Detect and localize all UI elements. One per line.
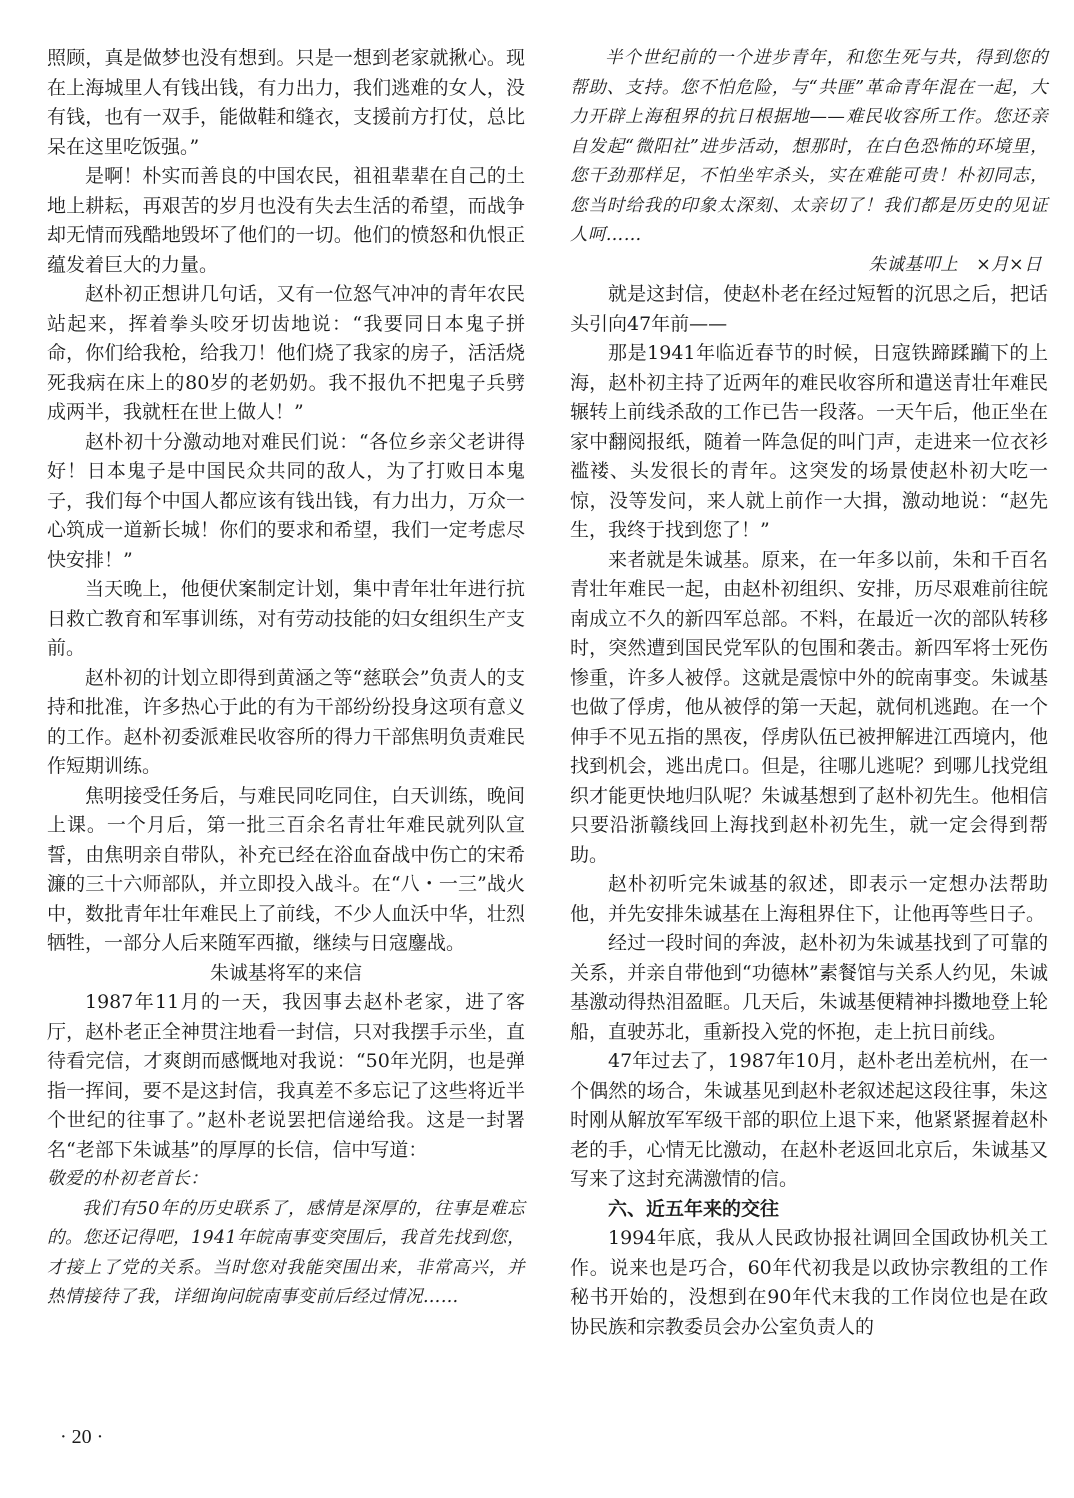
section-heading: 六、近五年来的交往 [608, 1197, 780, 1220]
page-number: · 20 · [60, 1426, 104, 1448]
paragraph: 1994年底，我从人民政协报社调回全国政协机关工作。说来也是巧合，60年代初我是以政协宗教组的工作秘书开始的，没想到在90年代末我的工作岗位也是在政协民族和宗教委员会办公室负责人的 [570, 1227, 1048, 1338]
paragraph: 赵朴初的计划立即得到黄涵之等“慈联会”负责人的支持和批准，许多热心于此的有为干部纷纷投身这项有意义的工作。赵朴初委派难民收容所的得力干部焦明负责难民作短期训练。 [47, 666, 525, 777]
paragraph: 赵朴初听完朱诚基的叙述，即表示一定想办法帮助他，并先安排朱诚基在上海租界住下，让他再等些日子。 [570, 873, 1048, 925]
paragraph: 照顾，真是做梦也没有想到。只是一想到老家就揪心。现在上海城里人有钱出钱，有力出力，我们逃难的女人，没有钱，也有一双手，能做鞋和缝衣，支援前方打仗，总比呆在这里吃饭强。” [47, 47, 525, 158]
letter-body: 我们有50年的历史联系了，感情是深厚的，往事是难忘的。您还记得吧，1941年皖南事变突围后，我首先找到您，才接上了党的关系。当时您对我能突围出来，非常高兴，并热情接待了我，详细询问皖南事变前后经过情况…… [47, 1198, 525, 1307]
right-column [570, 44, 1048, 1342]
paragraph: 赵朴初十分激动地对难民们说：“各位乡亲父老讲得好！日本鬼子是中国民众共同的敌人，为了打败日本鬼子，我们每个中国人都应该有钱出钱，有力出力，万众一心筑成一道新长城！你们的要求和希望，我们一定考虑尽快安排！” [47, 430, 525, 571]
paragraph: 1987年11月的一天，我因事去赵朴老家，进了客厅，赵朴老正全神贯注地看一封信，只对我摆手示坐，直待看完信，才爽朗而感慨地对我说：“50年光阴，也是弹指一挥间，要不是这封信，我真差不多忘记了这些将近半个世纪的往事了。”赵朴老说罢把信递给我。这是一封署名“老部下朱诚基”的厚厚的长信，信中写道： [47, 991, 525, 1161]
paragraph: 赵朴初正想讲几句话，又有一位怒气冲冲的青年农民站起来，挥着拳头咬牙切齿地说：“我要同日本鬼子拼命，你们给我枪，给我刀！他们烧了我家的房子，活活烧死我病在床上的80岁的老奶奶。我不报仇不把鬼子兵劈成两半，我就枉在世上做人！” [47, 283, 525, 423]
paragraph: 就是这封信，使赵朴老在经过短暂的沉思之后，把话头引向47年前—— [570, 283, 1048, 335]
section-heading: 朱诚基将军的来信 [209, 961, 362, 984]
letter-body-continued: 半个世纪前的一个进步青年，和您生死与共，得到您的帮助、支持。您不怕危险，与“共匪”革命青年混在一起，大力开辟上海租界的抗日根据地——难民收容所工作。您还亲自发起“微阳社”进步活动，想那时，在白色恐怖的环境里，您干劲那样足，不怕坐牢杀头，实在难能可贵！朴初同志，您当时给我的印象太深刻、太亲切了！我们都是历史的见证人呵…… [570, 48, 1048, 245]
paragraph: 那是1941年临近春节的时候，日寇铁蹄蹂躏下的上海，赵朴初主持了近两年的难民收容所和遣送青壮年难民辗转上前线杀敌的工作已告一段落。一天午后，他正坐在家中翻阅报纸，随着一阵急促的叫门声，走进来一位衣衫褴褛、头发很长的青年。这突发的场景使赵朴初大吃一惊，没等发问，来人就上前作一大揖，激动地说：“赵先生，我终于找到您了！” [570, 342, 1048, 541]
paragraph: 来者就是朱诚基。原来，在一年多以前，朱和千百名青壮年难民一起，由赵朴初组织、安排，历尽艰难前往皖南成立不久的新四军总部。不料，在最近一次的部队转移时，突然遭到国民党军队的包围和袭击。新四军将士死伤惨重，许多人被俘。这就是震惊中外的皖南事变。朱诚基也做了俘虏，他从被俘的第一天起，就伺机逃跑。在一个伸手不见五指的黑夜，俘虏队伍已被押解进江西境内，他找到机会，逃出虎口。但是，往哪儿逃呢？到哪儿找党组织才能更快地归队呢？朱诚基想到了赵朴初先生。他相信只要沿浙赣线回上海找到赵朴初先生，就一定会得到帮助。 [570, 548, 1048, 866]
left-column [47, 44, 525, 1313]
paragraph: 焦明接受任务后，与难民同吃同住，白天训练，晚间上课。一个月后，第一批三百余名青壮年难民就列队宣誓，由焦明亲自带队，补充已经在浴血奋战中伤亡的宋希濂的三十六师部队，并立即投入战斗。在“八・一三”战火中，数批青年壮年难民上了前线，不少人血沃中华，壮烈牺牲，一部分人后来随军西撤，继续与日寇鏖战。 [47, 784, 525, 954]
paragraph: 47年过去了，1987年10月，赵朴老出差杭州，在一个偶然的场合，朱诚基见到赵朴老叙述起这段往事，朱这时刚从解放军军级干部的职位上退下来，他紧紧握着赵朴老的手，心情无比激动，在赵朴老返回北京后，朱诚基又写来了这封充满激情的信。 [570, 1050, 1048, 1190]
letter-signature: 朱诚基叩上 ×月×日 [868, 254, 1042, 275]
letter-salutation: 敬爱的朴初老首长： [47, 1169, 209, 1189]
paragraph: 当天晚上，他便伏案制定计划，集中青年壮年进行抗日救亡教育和军事训练，对有劳动技能的妇女组织生产支前。 [47, 578, 525, 659]
paragraph: 是啊！朴实而善良的中国农民，祖祖辈辈在自己的土地上耕耘，再艰苦的岁月也没有失去生活的希望，而战争却无情而残酷地毁坏了他们的一切。他们的愤怒和仇恨正蕴发着巨大的力量。 [47, 165, 525, 276]
paragraph: 经过一段时间的奔波，赵朴初为朱诚基找到了可靠的关系，并亲自带他到“功德林”素餐馆与关系人约见，朱诚基激动得热泪盈眶。几天后，朱诚基便精神抖擞地登上轮船，直驶苏北，重新投入党的怀抱，走上抗日前线。 [570, 932, 1048, 1043]
